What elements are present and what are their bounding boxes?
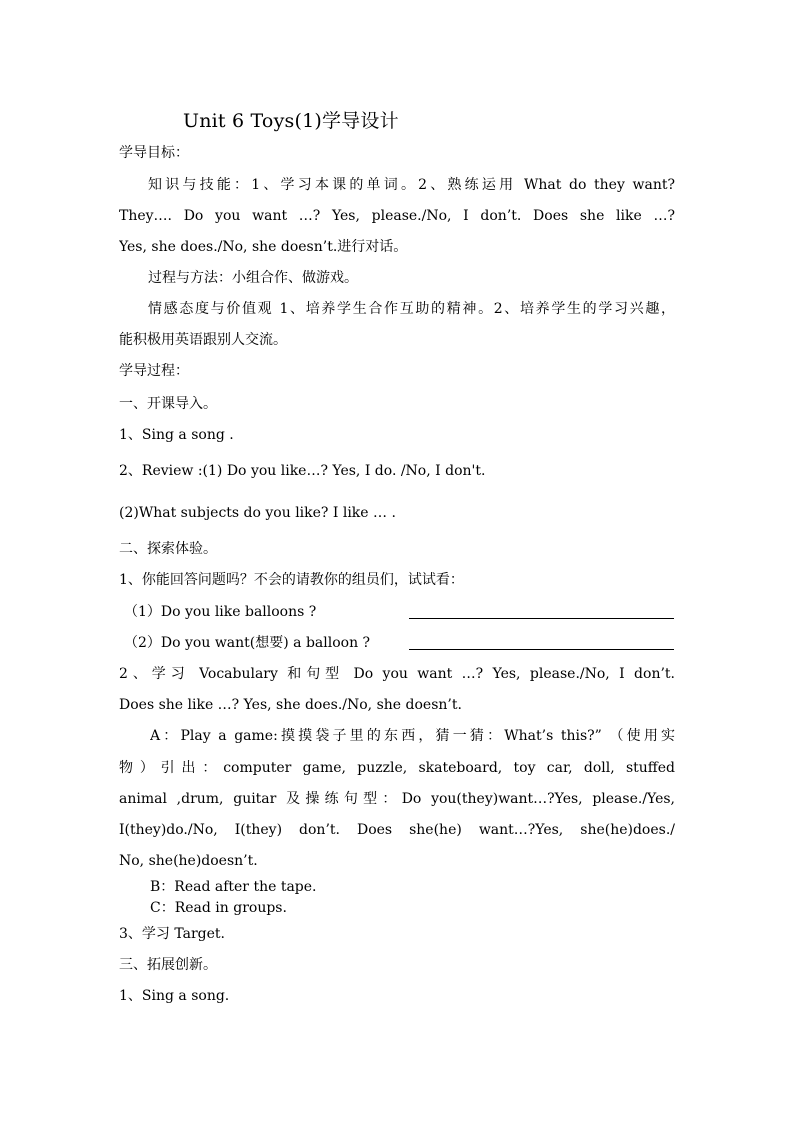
section-3-heading: 三、拓展创新。 (119, 957, 217, 973)
goals-heading: 学导目标： (119, 145, 189, 161)
section-2-item-3: 3、学习 Target. (119, 926, 225, 942)
section-2-item-2-line-2: Does she like …? Yes, she does./No, she doesn’t. (119, 697, 462, 713)
emotion-line-2: 能积极用英语跟别人交流。 (119, 332, 287, 348)
emotion-line-1: 情感态度与价值观 1、培养学生合作互助的精神。2、培养学生的学习兴趣， (148, 301, 675, 317)
activity-c: C：Read in groups. (150, 900, 287, 916)
section-2-heading: 二、探索体验。 (119, 541, 217, 557)
knowledge-line-3: Yes, she does./No, she doesn’t.进行对话。 (119, 239, 408, 255)
activity-a-line-4: I(they)do./No, I(they) don’t. Does she(he) want…?Yes, she(he)does./ (119, 822, 675, 838)
section-1-item-2: 2、Review :(1) Do you like…? Yes, I do. /No, I don't. (119, 463, 486, 479)
section-1-item-1: 1、Sing a song . (119, 427, 234, 443)
method-line: 过程与方法：小组合作、做游戏。 (148, 270, 358, 286)
activity-a-line-2: 物）引出：computer game, puzzle, skateboard, toy car, doll, stuffed (119, 760, 675, 776)
process-heading: 学导过程： (119, 363, 189, 379)
knowledge-line-1: 知识与技能：1、学习本课的单词。2、熟练运用 What do they want? (148, 177, 675, 193)
answer-blank-2 (409, 649, 674, 650)
answer-blank-1 (409, 618, 674, 619)
question-2: （2）Do you want(想要) a balloon ? (124, 635, 371, 651)
activity-a-line-3: animal ,drum, guitar 及操练句型：Do you(they)want…?Yes, please./Yes, (119, 791, 675, 807)
question-1: （1）Do you like balloons ? (124, 604, 317, 620)
activity-a-line-5: No, she(he)doesn’t. (119, 853, 258, 869)
activity-b: B：Read after the tape. (150, 879, 317, 895)
section-1-heading: 一、开课导入。 (119, 396, 217, 412)
page-title: Unit 6 Toys(1)学导设计 (183, 110, 399, 132)
section-3-item-1: 1、Sing a song. (119, 988, 230, 1004)
section-2-item-2-line-1: 2、学习 Vocabulary 和句型 Do you want …? Yes, please./No, I don’t. (119, 666, 675, 682)
knowledge-line-2: They…. Do you want …? Yes, please./No, I don’t. Does she like …? (119, 208, 675, 224)
activity-a-line-1: A：Play a game:摸摸袋子里的东西，猜一猜：What’s this?” （使用实 (150, 728, 675, 744)
section-2-item-1: 1、你能回答问题吗？不会的请教你的组员们，试试看： (119, 572, 464, 588)
section-1-item-3: (2)What subjects do you like? I like … . (119, 505, 396, 521)
